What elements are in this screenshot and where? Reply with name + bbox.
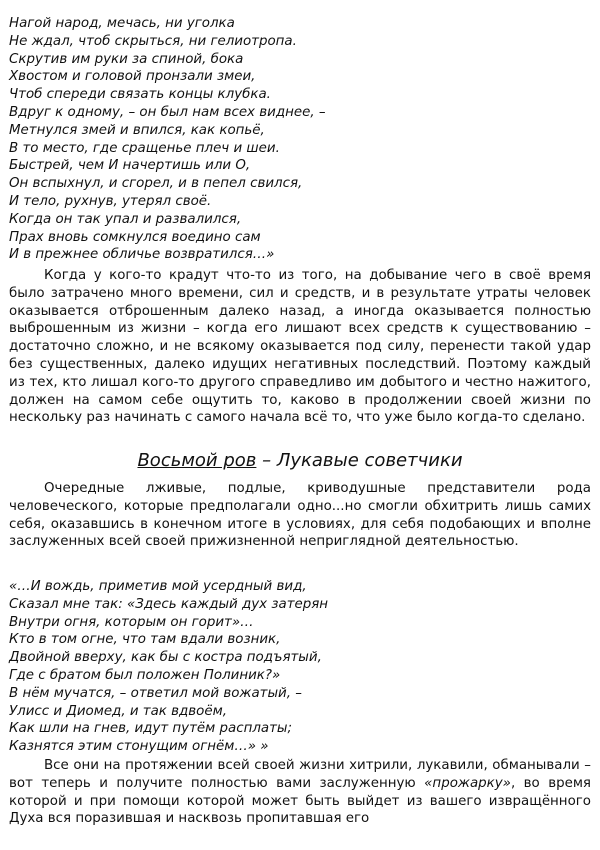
- paragraph-1: Когда у кого-то крадут что-то из того, на добывание чего в своё время было затрачено много времени, сил и средств, и в результате утраты человек оказывается отброшенным далеко назад, а иногда оказывается полностью выброшенным из жизни – когда его лишают всех средств к существованию – достаточно сложно, и не всякому оказывается под силу, перенести такой удар без существенных, далеко идущих негативных последствий. Поэтому каждый из тех, кто лишал кого-то другого справедливо им добытого и честно нажитого, должен на самом себе ощутить то, каково в продолжении своей жизни по нескольку раз начинать с самого начала всё то, что уже было когда-то сделано.: [9, 268, 591, 426]
- verse-line: Вдруг к одному, – он был нам всех виднее, –: [9, 104, 326, 120]
- heading-rest: – Лукавые советчики: [256, 450, 463, 471]
- paragraph-2: Очередные лживые, подлые, криводушные представители рода человеческого, которые предполагали одно...но смогли обхитрить лишь самих себя, оказавшись в конечном итоге в условиях, для себя подобающих и вполне заслуженных всей своей прижизненной неприглядной деятельностью.: [9, 481, 591, 550]
- verse-line: В нём мучатся, – ответил мой вожатый, –: [9, 685, 302, 701]
- verse-line: Как шли на гнев, идут путём расплаты;: [9, 721, 292, 737]
- verse-line: Внутри огня, которым он горит»…: [9, 614, 254, 630]
- verse-line: Скрутив им руки за спиной, бока: [9, 51, 244, 67]
- verse-line: Метнулся змей и впился, как копьё,: [9, 122, 265, 138]
- verse-block-2: [9, 578, 328, 756]
- verse-line: Нагой народ, мечась, ни уголка: [9, 16, 235, 31]
- verse-line: В то место, где сращенье плеч и шеи.: [9, 140, 280, 156]
- verse-line: Хвостом и головой пронзали змеи,: [9, 69, 256, 85]
- verse-line: Казнятся этим стонущим огнём…» »: [9, 739, 269, 755]
- verse-line: Кто в том огне, что там вдали возник,: [9, 632, 281, 648]
- verse-line: Когда он так упал и развалился,: [9, 211, 242, 227]
- verse-line: «…И вождь, приметив мой усердный вид,: [9, 579, 307, 594]
- verse-line: Двойной вверху, как бы с костра подъятый,: [9, 650, 322, 666]
- verse-line: Чтоб спереди связать концы клубка.: [9, 87, 271, 103]
- verse-line: Прах вновь сомкнулся воедино сам: [9, 229, 261, 245]
- verse-line: Где с братом был положен Полиник?»: [9, 667, 281, 683]
- verse-line: Улисс и Диомед, и так вдвоём,: [9, 703, 227, 719]
- verse-line: И в прежнее обличье возвратился…»: [9, 247, 275, 263]
- heading-underlined: Восьмой ров: [137, 450, 257, 471]
- paragraph-3-after: , во время которой и при помощи которой может быть выйдет из вашего извращённого Духа вся поразившая и насквозь пропитавшая его: [9, 775, 591, 827]
- paragraph-3: [9, 757, 591, 828]
- paragraph-3-emphasis: «прожарку»: [424, 775, 511, 791]
- paragraph-3-before: Все они на протяжении всей своей жизни хитрили, лукавили, обманывали – вот теперь и получите полностью вами заслуженную: [9, 758, 591, 791]
- section-heading: [0, 450, 600, 472]
- verse-line: И тело, рухнув, утерял своё.: [9, 193, 212, 209]
- verse-line: Он вспыхнул, и сгорел, и в пепел свился,: [9, 176, 303, 192]
- verse-line: Сказал мне так: «Здесь каждый дух затерян: [9, 596, 329, 612]
- verse-line: Не ждал, чтоб скрыться, ни гелиотропа.: [9, 33, 297, 49]
- verse-block-1: [9, 15, 326, 264]
- verse-line: Быстрей, чем И начертишь или О,: [9, 158, 251, 174]
